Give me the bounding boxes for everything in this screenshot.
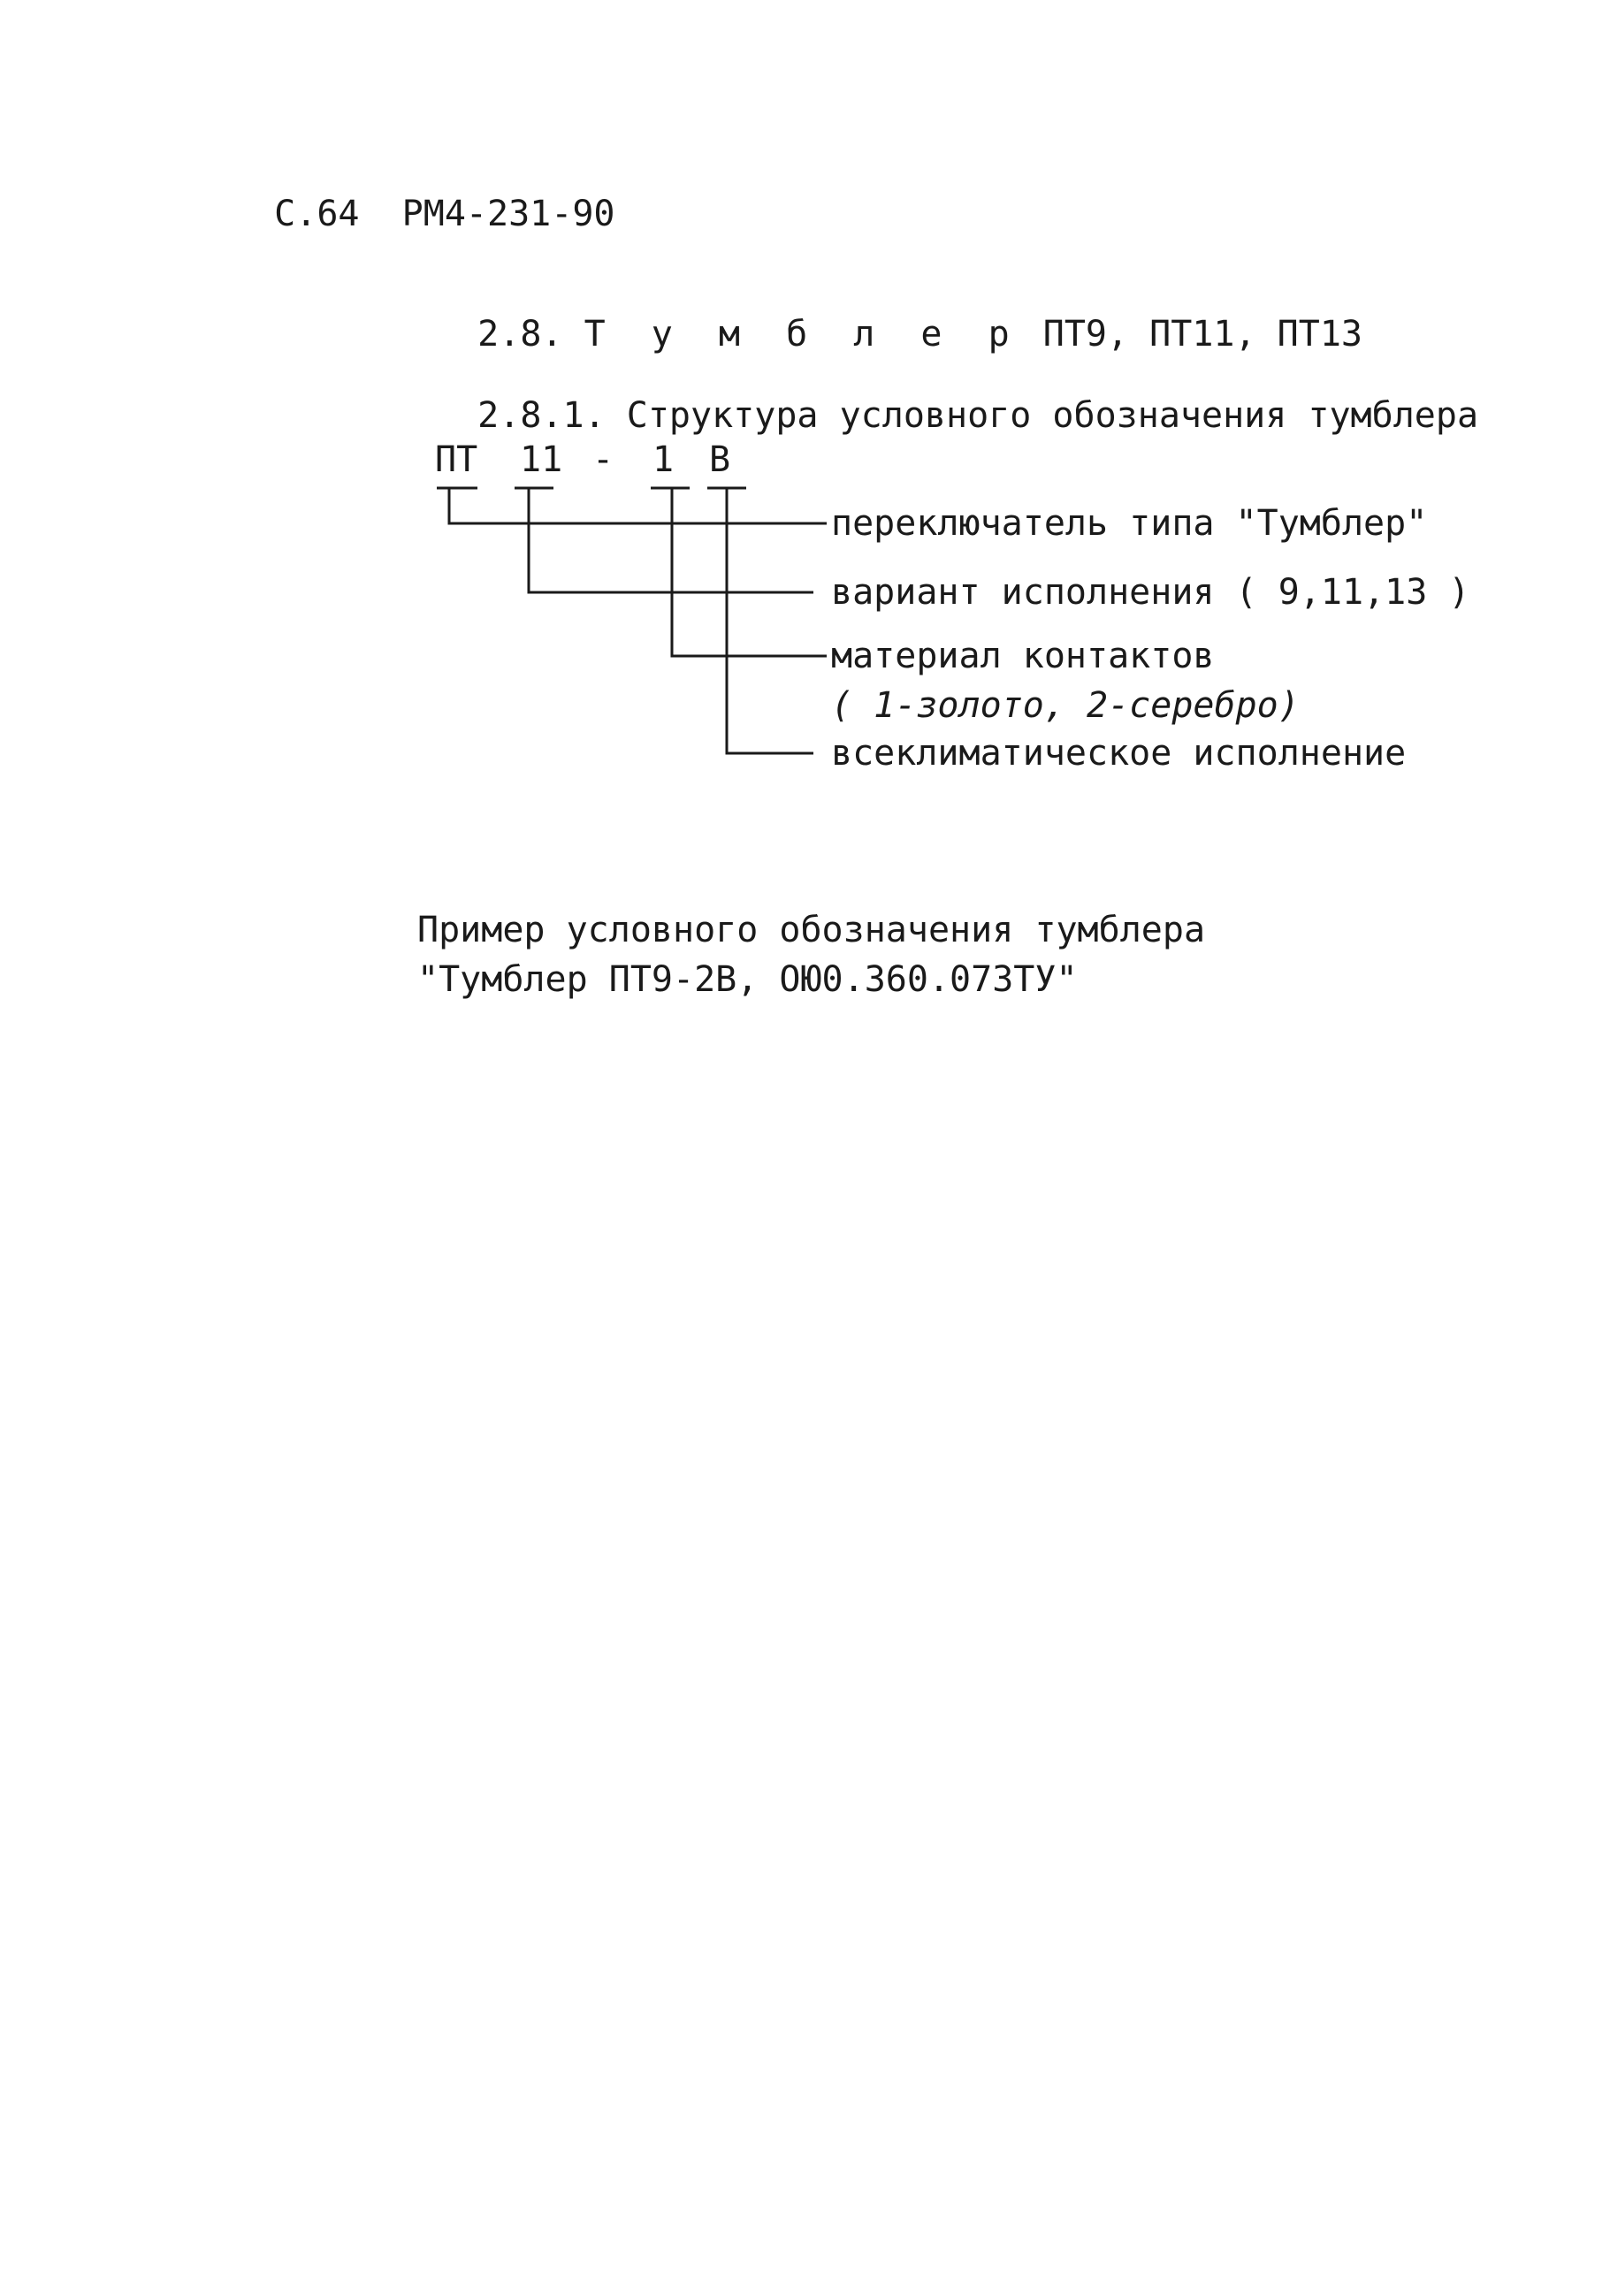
subsection-title: Структура условного обозначения тумблера (626, 395, 1479, 436)
section-number: 2.8. (477, 314, 563, 355)
leader-material (672, 488, 827, 656)
leader-type (449, 488, 827, 523)
label-material-options: ( 1-золото, 2-серебро) (831, 685, 1300, 726)
label-contact-material: материал контактов (831, 636, 1215, 676)
code-part-type: ПТ (435, 439, 478, 480)
section-title: Т у м б л е р (584, 314, 1022, 355)
label-switch-type: переключатель типа "Тумблер" (831, 503, 1428, 544)
leader-climate (727, 488, 813, 753)
designation-code (435, 439, 731, 654)
subsection-heading (435, 362, 1479, 436)
page-header (232, 161, 615, 232)
label-variant: вариант исполнения ( 9,11,13 ) (831, 572, 1470, 613)
page-number: С.64 (274, 194, 360, 234)
label-climate: всеклиматическое исполнение (831, 733, 1407, 774)
subsection-number: 2.8.1. (477, 395, 606, 436)
example-caption: Пример условного обозначения тумблера (417, 910, 1206, 950)
code-part-climate: В (709, 439, 731, 480)
leader-variant (529, 488, 813, 592)
section-models: ПТ9, ПТ11, ПТ13 (1042, 314, 1362, 355)
code-part-dash: - (592, 439, 614, 480)
code-part-variant: 11 (520, 439, 563, 480)
code-part-material: 1 (652, 439, 675, 480)
section-heading (435, 281, 1362, 355)
example-value: "Тумблер ПТ9-2В, ОЮ0.360.073ТУ" (417, 959, 1078, 1000)
document-code: РМ4-231-90 (401, 194, 615, 234)
